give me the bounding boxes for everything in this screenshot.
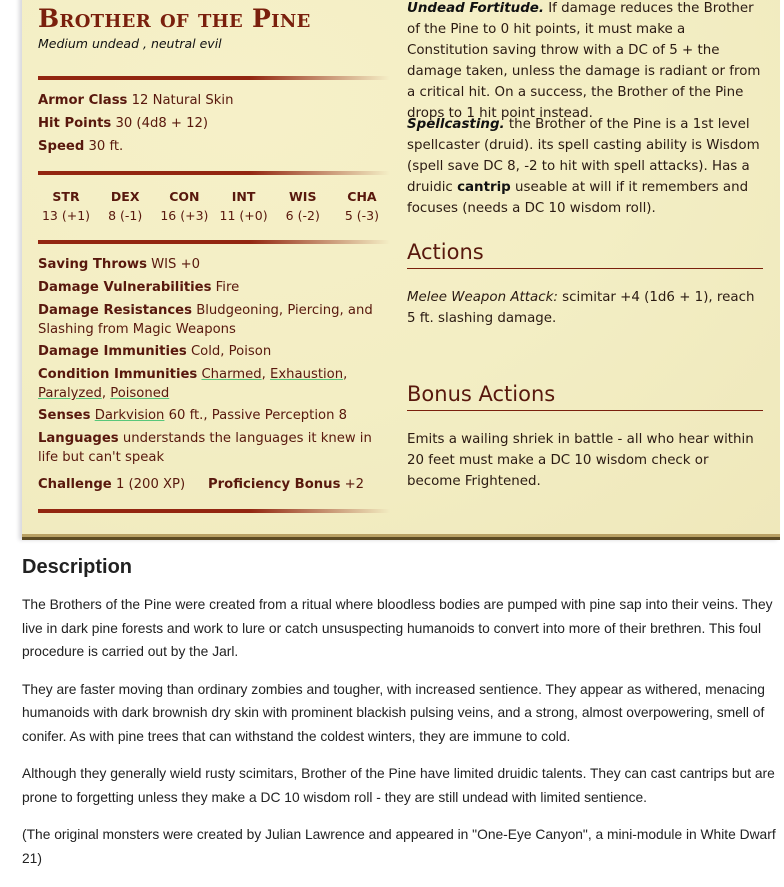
ability-value: 16 (+3): [160, 208, 209, 223]
label: Senses: [38, 408, 91, 423]
action-text: scimitar +4 (1d6 + 1), reach 5 ft. slashing damage.: [407, 290, 755, 326]
trait-name: Spellcasting.: [407, 117, 505, 132]
description-paragraph: They are faster moving than ordinary zombies and tougher, with increased sentience. They appear as withered, menacing humanoids with dark brownish dry skin with prominent blackish pulsing veins, and a strong, almost overpowering, smell of conifer. As with pine trees that can withstand the coldest winters, they are immune to cold.: [22, 681, 765, 744]
armor-class: [38, 91, 390, 110]
label: Languages: [38, 431, 119, 446]
ability-scores: [38, 189, 390, 223]
damage-vulnerabilities: [38, 278, 390, 297]
cantrip-keyword: cantrip: [457, 180, 511, 195]
label: Damage Immunities: [38, 344, 187, 359]
proficiency-bonus: [208, 475, 364, 494]
divider: [38, 509, 390, 513]
action-melee: [407, 287, 763, 329]
ability-name: WIS: [289, 189, 317, 204]
label: Armor Class: [38, 93, 128, 108]
senses: [38, 406, 390, 425]
monster-type: Medium undead , neutral evil: [38, 36, 222, 51]
ability-name: CON: [169, 189, 200, 204]
value: understands the languages it knew in life but can't speak: [38, 431, 372, 465]
label: Saving Throws: [38, 257, 147, 272]
ability-dex: [97, 189, 153, 223]
ability-name: INT: [231, 189, 256, 204]
saving-throws: [38, 255, 390, 274]
label: Speed: [38, 139, 85, 154]
bonus-action-text: Emits a wailing shriek in battle - all who hear within 20 feet must make a DC 10 wisdom check or become Frightened.: [407, 432, 754, 489]
ability-str: [38, 189, 94, 223]
label: Condition Immunities: [38, 367, 198, 382]
bonus-actions-heading: Bonus Actions: [407, 382, 763, 411]
trait-undead-fortitude: [407, 0, 763, 124]
value: Fire: [215, 280, 240, 295]
value: 30 ft.: [88, 139, 124, 154]
ability-value: 13 (+1): [41, 208, 91, 223]
trait-text: If damage reduces the Brother of the Pine to 0 hit points, it must make a Constitution saving throw with a DC of 5 + the damage taken, unless the damage is radiant or from a critical hit. On a success, the Brother of the Pine drops to 1 hit point instead.: [407, 1, 761, 121]
label: Damage Resistances: [38, 303, 192, 318]
trait-name: Undead Fortitude.: [407, 1, 544, 16]
ability-value: 5 (-3): [344, 208, 380, 223]
ability-name: STR: [52, 189, 80, 204]
languages: [38, 429, 390, 467]
value: 30 (4d8 + 12): [115, 116, 209, 131]
damage-immunities: [38, 342, 390, 361]
trait-spellcasting: [407, 114, 763, 219]
condition-link[interactable]: Charmed: [201, 367, 262, 382]
label: Damage Vulnerabilities: [38, 280, 212, 295]
value: 12 Natural Skin: [131, 93, 234, 108]
ability-value: 6 (-2): [285, 208, 320, 223]
monster-name: Brother of the Pine: [38, 4, 311, 33]
action-name: Melee Weapon Attack:: [407, 290, 558, 305]
ability-value: 11 (+0): [219, 208, 268, 223]
description-section: [22, 556, 782, 884]
ability-wis: [275, 189, 331, 223]
challenge: [38, 475, 185, 494]
condition-link[interactable]: Exhaustion: [270, 367, 344, 382]
value: WIS +0: [151, 257, 201, 272]
label: Hit Points: [38, 116, 112, 131]
value: 60 ft., Passive Perception 8: [168, 408, 348, 423]
value: +2: [344, 477, 365, 492]
value: Bludgeoning, Piercing, and Slashing from Magic Weapons: [38, 303, 373, 337]
label: Proficiency Bonus: [208, 477, 341, 492]
stat-block: [22, 0, 780, 540]
ability-name: CHA: [347, 189, 377, 204]
ability-int: [216, 189, 272, 223]
description-paragraph: (The original monsters were created by Julian Lawrence and appeared in "One-Eye Canyon", a mini-module in White Dwarf 21): [22, 827, 776, 866]
description-paragraph: The Brothers of the Pine were created from a ritual where bloodless bodies are pumped with pine sap into their veins. They live in dark pine forests and work to lure or catch unsuspecting humanoids to convert into more of their brethren. This foul procedure is carried out by the Jarl.: [22, 597, 773, 659]
divider: [38, 240, 390, 244]
description-heading: Description: [22, 556, 133, 578]
trait-text: useable at will if it remembers and focuses (needs a DC 10 wisdom roll).: [407, 180, 749, 216]
actions-heading: Actions: [407, 240, 763, 269]
trait-text: the Brother of the Pine is a 1st level spellcaster (druid). its spell casting ability is Wisdom (spell save DC 8, -2 to hit with spell attacks). Has a druidic: [407, 117, 760, 195]
darkvision-link[interactable]: Darkvision: [94, 408, 165, 423]
condition-link[interactable]: Poisoned: [110, 386, 170, 401]
divider: [38, 171, 390, 175]
value: Cold, Poison: [190, 344, 272, 359]
hit-points: [38, 114, 390, 133]
ability-value: 8 (-1): [108, 208, 143, 223]
damage-resistances: [38, 301, 390, 339]
label: Challenge: [38, 477, 112, 492]
value: 1 (200 XP): [115, 477, 186, 492]
description-paragraph: Although they generally wield rusty scimitars, Brother of the Pine have limited druidic talents. They can cast cantrips but are prone to forgetting unless they make a DC 10 wisdom roll - they are still undead with limited sentience.: [22, 766, 775, 805]
speed: [38, 137, 390, 156]
ability-cha: [334, 189, 390, 223]
ability-name: DEX: [110, 189, 140, 204]
ability-con: [156, 189, 212, 223]
condition-immunities: Condition Immunities Charmed, Exhaustion, Paralyzed, Poisoned: [38, 367, 348, 401]
divider: [38, 76, 390, 80]
condition-link[interactable]: Paralyzed: [38, 386, 102, 401]
